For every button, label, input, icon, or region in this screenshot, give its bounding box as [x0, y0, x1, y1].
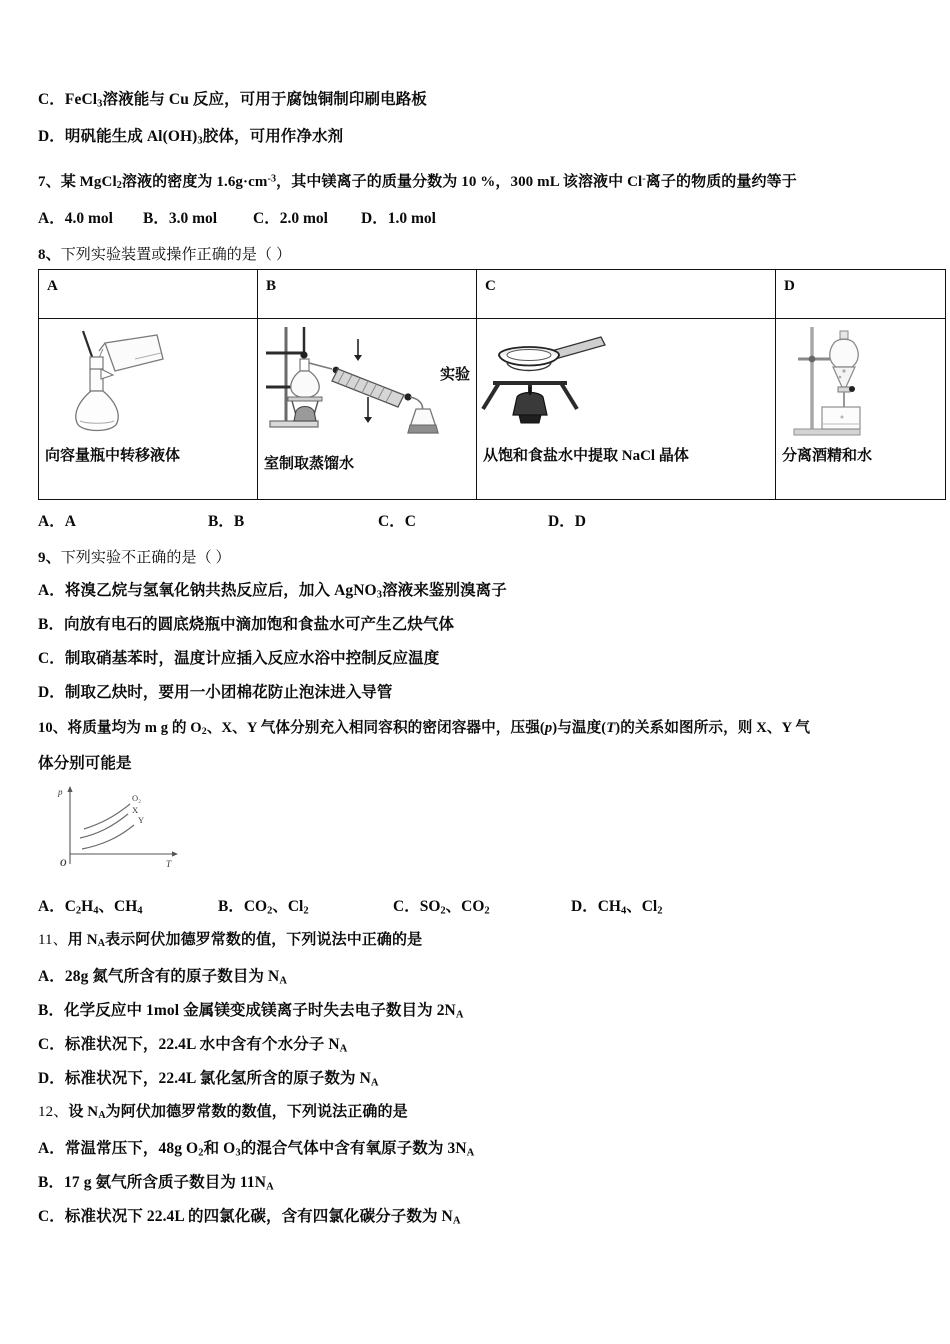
q8-option-b-label: B． [208, 513, 234, 530]
q8-option-b [208, 509, 378, 531]
q8-options [38, 509, 586, 531]
q7-option-d [361, 206, 436, 228]
separating-funnel-stand-icon [776, 325, 945, 437]
pressure-temperature-chart [48, 782, 188, 870]
table-cell-b [258, 319, 477, 500]
q7-stem [38, 170, 797, 191]
evaporating-dish-tripod-icon [477, 325, 775, 437]
q10-option-a [38, 894, 218, 916]
q7-option-b [143, 206, 253, 228]
q10-stem-line1-text: 将质量均为 m g 的 $O_2$、X、Y 气体分别充入相同容积的密闭容器中，压强(p)与温度(T)的关系如图所示，则 X、Y 气 [67, 720, 811, 738]
q10-options [38, 894, 663, 916]
q10-option-c-text: $SO_2$、$CO_2$ [419, 898, 490, 917]
q8-option-d-text: D [574, 513, 586, 530]
q9-option-b-text: 向放有电石的圆底烧瓶中滴加饱和食盐水可产生乙炔气体 [64, 616, 455, 633]
q12-option-a-label: A． [38, 1140, 65, 1157]
q6-option-d-text: 明矾能生成 $Al(OH)_3$胶体，可用作净水剂 [64, 128, 344, 147]
table-body-row [39, 319, 946, 500]
q8-option-b-text: B [233, 513, 245, 530]
q11-option-a [38, 964, 287, 986]
q12-stem-text: 设 $N_A$为阿伏加德罗常数的数值，下列说法正确的是 [68, 1104, 408, 1122]
table-cell-c [477, 319, 776, 500]
q9-option-a-label: A． [38, 582, 65, 599]
chart-series-label-y: Y [138, 815, 145, 825]
q7-option-d-text: 1.0 mol [387, 210, 436, 227]
q10-option-a-label: A． [38, 898, 65, 915]
q8-number: 8、 [38, 247, 61, 263]
chart-series-label-o2: O₂ [132, 793, 142, 803]
q10-number: 10、 [38, 720, 68, 736]
table-cell-a-caption: 向容量瓶中转移液体 [45, 448, 181, 464]
q12-option-a-text: 常温常压下，48g $O_2$和 $O_3$的混合气体中含有氧原子数为 $3N_A$ [64, 1140, 475, 1159]
q10-option-d-text: $CH_4$、$Cl_2$ [597, 898, 663, 917]
q11-option-c-label: C． [38, 1036, 65, 1053]
q10-option-d-label: D． [571, 898, 598, 915]
chart-origin-label: O [60, 858, 67, 868]
q11-option-b-text: 化学反应中 1mol 金属镁变成镁离子时失去电子数目为 $2N_A$ [64, 1002, 464, 1021]
table-cell-b-caption: 室制取蒸馏水 [264, 456, 355, 472]
q7-option-c [253, 206, 361, 228]
chart-xlabel: T [166, 859, 172, 869]
table-header-d: D [776, 270, 946, 319]
q11-option-c-text: 标准状况下，22.4L 水中含有个水分子 $N_A$ [64, 1036, 348, 1055]
q10-option-d [571, 894, 663, 916]
q8-option-a-text: A [64, 513, 76, 530]
q10-option-c [393, 894, 571, 916]
q11-option-a-label: A． [38, 968, 65, 985]
q7-option-c-text: 2.0 mol [279, 210, 328, 227]
table-cell-d-caption: 分离酒精和水 [782, 448, 873, 464]
q7-option-b-text: 3.0 mol [168, 210, 218, 227]
q10-option-b [218, 894, 393, 916]
q11-stem [38, 928, 422, 949]
q9-option-a-text: 将溴乙烷与氢氧化钠共热反应后，加入 AgNO$_3$溶液来鉴别溴离子 [64, 582, 507, 601]
q12-stem [38, 1100, 408, 1121]
q9-option-c-text: 制取硝基苯时，温度计应插入反应水浴中控制反应温度 [64, 650, 440, 667]
table-header-a: A [39, 270, 258, 319]
q12-option-b [38, 1170, 274, 1192]
q11-option-a-text: 28g 氮气所含有的原子数目为 $N_A$ [64, 968, 288, 987]
q9-option-b [38, 612, 454, 634]
q9-option-a [38, 578, 507, 600]
q11-option-d-label: D． [38, 1070, 65, 1087]
q11-option-b-label: B． [38, 1002, 65, 1019]
q9-option-d-text: 制取乙炔时，要用一小团棉花防止泡沫进入导管 [64, 684, 393, 701]
table-cell-d [776, 319, 946, 500]
q10-stem-line1 [38, 716, 810, 737]
chart-curve-o2 [84, 804, 130, 829]
q9-stem-text: 下列实验不正确的是（ ） [60, 550, 231, 566]
chart-ylabel: p [58, 787, 63, 797]
table-header-row [39, 270, 946, 319]
q7-option-b-label: B． [143, 210, 169, 227]
chart-curve-y [82, 825, 134, 849]
q10-stem-line2 [38, 751, 132, 773]
q9-option-b-label: B． [38, 616, 65, 633]
q12-option-b-label: B． [38, 1174, 65, 1191]
q7-stem-text: 某 MgCl$_2$溶液的密度为 $1.6g\cdot cm^{-3}$，其中镁离子的质量分数为 10 %，300 mL 该溶液中 Cl-离子的物质的量约等于 [60, 173, 797, 192]
q10-option-a-text: $C_2H_4$、$CH_4$ [64, 898, 143, 917]
q12-option-c-label: C． [38, 1208, 65, 1225]
q7-number: 7、 [38, 174, 61, 190]
q11-option-d-text: 标准状况下，22.4L 氯化氢所含的原子数为 $N_A$ [64, 1070, 379, 1089]
q9-stem [38, 546, 231, 567]
q6-option-c [38, 87, 427, 109]
q12-option-b-text: 17 g 氨气所含质子数目为 $11N_A$ [64, 1174, 274, 1193]
q9-option-c [38, 646, 439, 668]
q11-option-d [38, 1066, 379, 1088]
q9-option-c-label: C． [38, 650, 65, 667]
q11-option-b [38, 998, 464, 1020]
q8-option-a [38, 509, 208, 531]
q12-option-c-text: 标准状况下 22.4L 的四氯化碳，含有四氯化碳分子数为 $N_A$ [64, 1208, 461, 1227]
q7-option-a-text: 4.0 mol [64, 210, 113, 227]
table-cell-c-caption: 从饱和食盐水中提取 NaCl 晶体 [483, 448, 689, 464]
q8-option-a-label: A． [38, 513, 65, 530]
q10-option-b-text: $CO_2$、$Cl_2$ [243, 898, 309, 917]
table-header-c: C [477, 270, 776, 319]
chart-y-axis-arrow [67, 786, 72, 792]
q7-option-c-label: C． [253, 210, 280, 227]
q11-number: 11、 [38, 932, 68, 948]
q7-option-d-label: D． [361, 210, 388, 227]
q9-number: 9、 [38, 550, 61, 566]
q8-option-d [548, 509, 586, 531]
q12-number: 12、 [38, 1104, 69, 1120]
chart-series-label-x: X [132, 805, 139, 815]
table-cell-b-note: 实验 [439, 367, 470, 383]
q11-option-c [38, 1032, 347, 1054]
q12-option-a [38, 1136, 474, 1158]
q6-option-c-text: FeCl$_3$溶液能与 Cu 反应，可用于腐蚀铜制印刷电路板 [64, 91, 427, 110]
q8-option-d-label: D． [548, 513, 575, 530]
q8-option-c-label: C． [378, 513, 405, 530]
q8-stem-text: 下列实验装置或操作正确的是（ ） [60, 247, 292, 263]
apparatus-table [38, 269, 946, 500]
q10-option-b-label: B． [218, 898, 244, 915]
q6-option-d [38, 124, 343, 146]
table-cell-a [39, 319, 258, 500]
q9-option-d-label: D． [38, 684, 65, 701]
volumetric-flask-transfer-icon [39, 325, 257, 437]
q8-option-c [378, 509, 548, 531]
q6-option-c-label: C． [38, 91, 65, 108]
q9-option-d [38, 680, 393, 702]
q12-option-c [38, 1204, 461, 1226]
q7-option-a-label: A． [38, 210, 65, 227]
chart-x-axis-arrow [172, 851, 178, 856]
q10-stem-line2-text: 体分别可能是 [38, 755, 132, 772]
q8-option-c-text: C [404, 513, 416, 530]
q7-option-a [38, 206, 143, 228]
q7-options [38, 206, 436, 228]
q6-option-d-label: D． [38, 128, 65, 145]
q11-stem-text: 用 $N_A$表示阿伏加德罗常数的值，下列说法中正确的是 [67, 932, 423, 950]
q10-option-c-label: C． [393, 898, 420, 915]
q8-stem [38, 243, 291, 264]
table-header-b: B [258, 270, 477, 319]
